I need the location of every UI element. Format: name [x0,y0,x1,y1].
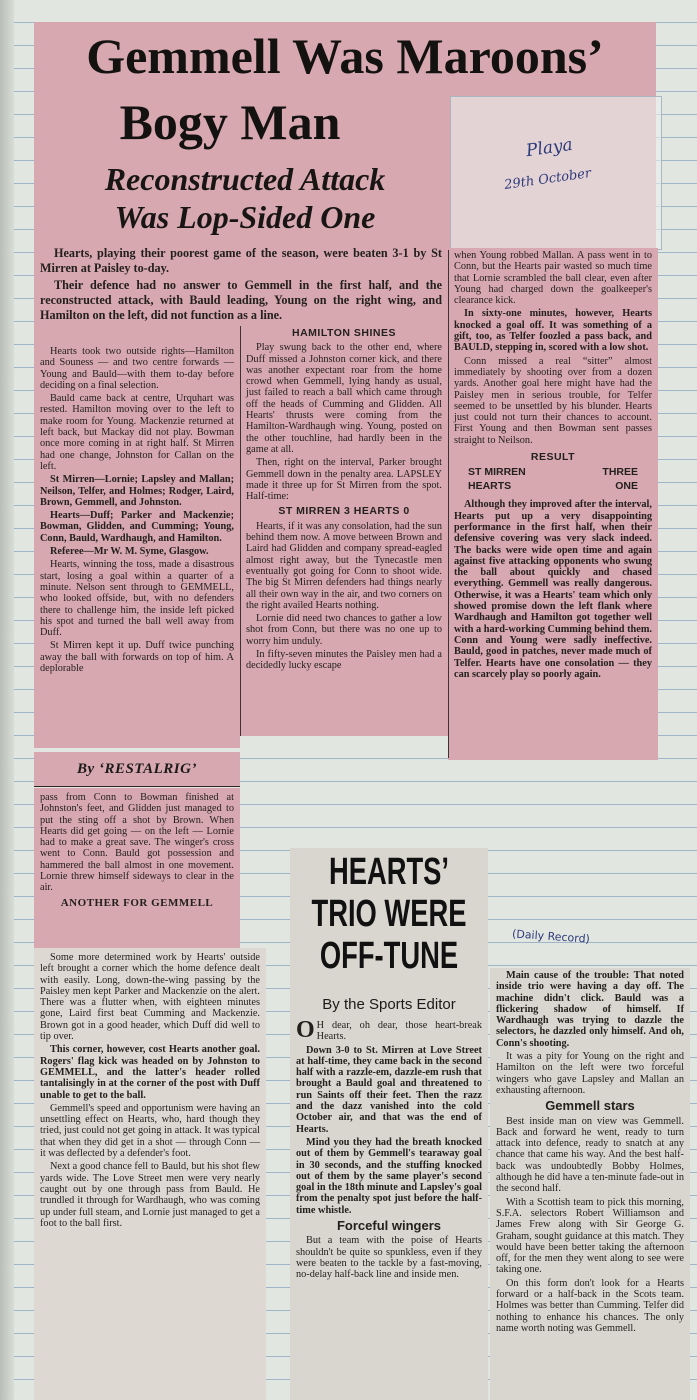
article2-paragraph: Mind you they had the breath knocked out of them by Gemmell's tearaway goal in 30 seconds, and the stuffing knocked out of them by the same player's second goal in the 18th minute and Lapsley's goal from the penalty spot just before the half-time whistle. [296,1136,482,1216]
col2-paragraph: In fifty-seven minutes the Paisley men had a decidedly lucky escape [246,649,442,672]
col3-paragraph: Although they improved after the interval, Hearts put up a very disappointing performance in the first half, when their defensive covering was very slack indeed. The backs were wide open time and again against five attacking opponents who swung the ball about quickly and chased everything. Gemmell was really dangerous. Otherwise, it was a Hearts' team which only showed promise down the left flank where Wardhaugh and Hamilton got together well with a hard-working Cumming behind them. Conn and Young were sadly ineffective. Bauld, good in patches, never made much of Telfer. Hearts have one consolation — they can scarcely play so poorly again. [454,499,652,680]
column-divider [240,326,241,736]
article2-right-column [490,968,690,1400]
result-table [454,465,652,493]
article2-lead [296,1017,482,1043]
col3-paragraph: when Young robbed Mallan. A pass went in to Conn, but the Hearts pair wasted so much time that Lornie scrambled the ball clear, even after Young had charged down the goalkeeper's clearance kick. [454,250,652,307]
result-row [454,465,652,479]
col1-paragraph: pass from Conn to Bowman finished at Johnston's feet, and Glidden just managed to put the sting off a shot by Brown. When Hearts did get going — on the left — Lornie had to make a great save. The winger's cross went to Conn. Bauld got possession and hammered the ball almost in one movement. Lornie threw himself sideways to clear in the air. [40,792,234,894]
referee-line: Referee—Mr W. M. Syme, Glasgow. [50,546,209,558]
column-1-upper [34,344,240,748]
drop-cap: O [296,1017,315,1043]
byline-panel [34,752,240,786]
article2-headline-line2: TRIO WERE [311,893,467,935]
handwritten-date: 29th October [503,165,593,194]
main-headline-line2: Bogy Man [119,94,341,150]
crosshead-forceful-wingers: Forceful wingers [336,1218,442,1234]
sub-headline-line1: Reconstructed Attack [104,161,386,197]
article2-paragraph: Best inside man on view was Gemmell. Back and forward he went, ready to turn attack into defence, ready to snatch at any chance that came his way. And the best half-back was undoubtedly Bobby Holmes, although he did have a ten-minute fade-out in the second half. [496,1115,684,1195]
col3-paragraph: Conn missed a real “sitter” almost immediately by shooting over from a dozen yards. Another goal here might have had the Paisley men in serious trouble, for Telfer seemed to be unsettled by his blunder. Hearts just could not turn their chances to account. First Young and then Bowman sent passes straight to Neilson. [454,355,652,446]
article2-paragraph: It was a pity for Young on the right and Hamilton on the left were two forceful wingers who gave Lapsley and Mallan an exhausting afternoon. [496,1051,684,1096]
col1-paragraph: Hearts, winning the toss, made a disastrous start, losing a goal within a quarter of a minute. Nelson sent through to GEMMELL, who looked offside, but, with no defenders there to challenge him, the inside left picked his spot and turned the ball well away from Duff. [40,559,234,639]
col1-paragraph: Some more determined work by Hearts' outside left brought a corner which the home defence dealt with easily. Long, down-the-wing passing by the Paisley men kept Parker and Mackenzie on the alert. There was a flutter when, with eighteen minutes gone, Laird first beat Cumming and Mackenzie. Brown got in a good header, which Duff did well to tip over. [40,952,260,1043]
article2-paragraph: Down 3-0 to St. Mirren at Love Street at half-time, they came back in the second half with a razzle-em, dazzle-em rush that brought a Bauld goal and threatened to run Saints off their feet. Then the razz and the dazz vanished into the cold October air, and that was the end of Hearts. [296,1044,482,1135]
crosshead-gemmell-stars: Gemmell stars [545,1098,635,1114]
column-1-lower [34,788,240,948]
article2-left-column [290,848,488,1400]
result-row [454,479,652,493]
col3-paragraph: In sixty-one minutes, however, Hearts knocked a goal off. It was something of a gift, too, as Telfer foozled a pass back, and BAULD, stepping in, scored with a low shot. [454,308,652,354]
col2-paragraph: Then, right on the interval, Parker brought Gemmell down in the penalty area. LAPSLEY made it three up for St Mirren from the spot. Half-time: [246,457,442,503]
result-team: HEARTS [468,480,512,493]
handwritten-source: Playa [524,134,574,162]
column-divider [448,250,449,758]
main-headline-line1: Gemmell Was Maroons’ [86,28,604,84]
article2-paragraph: But a team with the poise of Hearts shouldn't be quite so spunkless, even if they were beaten to the tackle by a fast-moving, no-delay half-back line and inside men. [296,1235,482,1281]
team-line-st-mirren: St Mirren—Lornie; Lapsley and Mallan; Neilson, Telfer, and Holmes; Rodger, Laird, Brown, Gemmell, and Johnston. [40,474,234,508]
article2-paragraph: With a Scottish team to pick this morning, S.F.A. selectors Robert Williamson and James Frew along with Sir George G. Graham, sought guidance at this match. They would have been better taking the afternoon off, for the men they went along to see were taking one. [496,1196,684,1276]
result-score: ONE [615,480,638,493]
article2-headline-line1: HEARTS’ [328,851,450,893]
article2-paragraph: Main cause of the trouble: That noted inside trio were having a day off. The machine didn't click. Bauld was a flickering shadow of himself. If Wardhaugh was trying to dazzle the selectors, he dazzled only himself. And oh, Conn's shooting. [496,970,684,1049]
col1-paragraph: Next a good chance fell to Bauld, but his shot flew yards wide. The Love Street men were very nearly caught out by one through pass from Bauld. He trundled it through for Wardhaugh, who was coming up under full steam, and Lornie just managed to get a foot to the ball first. [40,1161,260,1229]
col1-paragraph: Gemmell's speed and opportunism were having an unsettling effect on Hearts, who, hard though they tried, just could not get going in attack. It was typical that when they did get in a shot — through Conn — it was deflected by a defender's foot. [40,1102,260,1160]
col2-paragraph: Play swung back to the other end, where Duff missed a Johnston corner kick, and there was another expectant roar from the home crowd when Gemmell, lying handy as usual, just failed to reach a ball which came through off the heads of Cumming and Glidden. All Hearts' thrusts were coming from the Hamilton-Wardhaugh wing. Young, posted on the other touchline, had hardly been in the game at all. [246,342,442,455]
column-1-bottom [34,948,266,1400]
sub-headline-line2: Was Lop-Sided One [114,199,376,235]
column-3 [448,248,658,760]
intro-paragraph-2: Their defence had no answer to Gemmell in the first half, and the reconstructed attack, with Bauld leading, Young on the right wing, and Hamilton on the left, did not function as a line. [40,278,442,322]
col2-paragraph: Lornie did need two chances to gather a low shot from Conn, but there was no one up to worry him unduly. [246,613,442,647]
result-heading: RESULT [530,451,576,464]
handwritten-source-2: (Daily Record) [511,927,591,946]
article2-paragraph: H dear, oh dear, those heart-break Hearts. [316,1020,482,1043]
intro-paragraph: Hearts, playing their poorest game of the season, were beaten 3-1 by St Mirren at Paisley to-day. [40,246,442,275]
col1-paragraph: This corner, however, cost Hearts another goal. Rogers' flag kick was headed on by Johnston to GEMMELL, and the latter's header rolled tantalisingly in at the corner of the post with Duff unable to get to the ball. [40,1044,260,1101]
article2-byline: By the Sports Editor [322,996,456,1013]
crosshead-another-for-gemmell: ANOTHER FOR GEMMELL [60,896,214,909]
crosshead-hamilton-shines: HAMILTON SHINES [292,327,396,339]
column-2 [240,322,448,736]
result-team: ST MIRREN [468,466,526,479]
half-time-score: ST MIRREN 3 HEARTS 0 [278,505,410,518]
col1-paragraph: Bauld came back at centre, Urquhart was rested. Hamilton moving over to the left to make room for Young. Mackenzie returned at left back, but Mackay did not play. Bowman once more coming in at right half. St Mirren had one change, Johnston for Callan on the left. [40,393,234,472]
team-line-hearts: Hearts—Duff; Parker and Mackenzie; Bowman, Glidden, and Cumming; Young, Conn, Bauld, Wardhaugh, and Hamilton. [40,510,234,544]
byline: By ‘RESTALRIG’ [77,761,197,777]
col1-paragraph: Hearts took two outside rights—Hamilton and Souness — and two centre forwards — Young and Bauld—with them to-day before deciding on a final selection. [40,346,234,391]
article2-paragraph: On this form don't look for a Hearts forward or a half-back in the Scots team. Holmes was better than Cumming. Telfer did nothing to enhance his chances. The only name worth noting was Gemmell. [496,1277,684,1334]
article2-headline-line3: OFF-TUNE [319,935,459,977]
result-score: THREE [602,466,638,479]
col2-paragraph: Hearts, if it was any consolation, had the sun behind them now. A move between Brown and Laird had Glidden and company spread-eagled almost right away, but the Tynecastle men eventually got going for Conn to shoot wide. The big St Mirren defenders had things nearly all their own way in the air, and two corners on the right availed Hearts nothing. [246,520,442,611]
byline-rule [34,786,240,787]
col1-paragraph: St Mirren kept it up. Duff twice punching away the ball with forwards on top of him. A deplorable [40,640,234,675]
